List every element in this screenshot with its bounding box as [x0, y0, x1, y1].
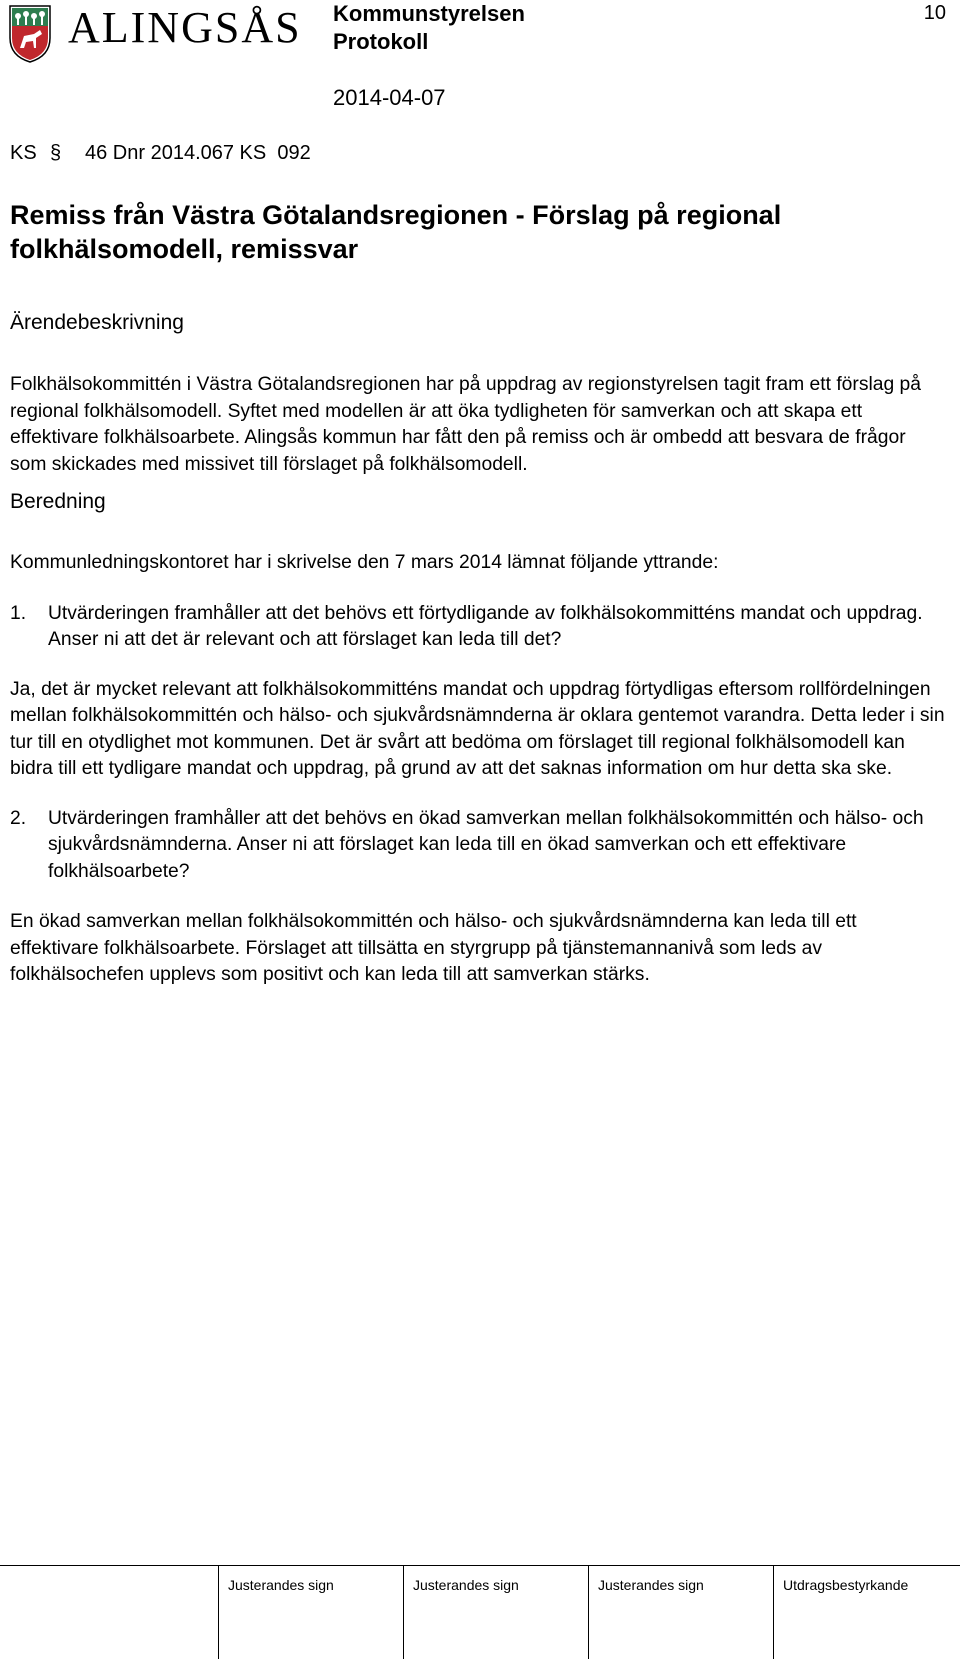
signature-label-3: Justerandes sign [598, 1577, 704, 1593]
signature-divider [0, 1565, 960, 1566]
case-number: 46 Dnr 2014.067 KS 092 [85, 142, 311, 164]
signature-box-4 [773, 1566, 774, 1659]
header-body: Kommunstyrelsen [333, 1, 525, 26]
description-text: Folkhälsokommittén i Västra Götalandsregionen har på uppdrag av regionstyrelsen tagit fram ett förslag på regional folkhälsomodell. Syftet med modellen är att öka tydligheten för samverkan och att skapa ett effektivare folkhälsoarbete. Alingsås kommun har fått den på remiss och är ombedd att besvara de frågor som skickades med missivet till förslaget på folkhälsomodell. [10, 374, 921, 475]
question-1 [10, 601, 945, 654]
header-date: 2014-04-07 [333, 85, 446, 110]
signature-box-2 [403, 1566, 404, 1659]
question-1-text: Utvärderingen framhåller att det behövs ett förtydligande av folkhälsokommitténs mandat och uppdrag. Anser ni att det är relevant och att förslaget kan leda till det? [48, 602, 923, 650]
question-1-number: 1. [10, 602, 27, 624]
org-name: ALINGSÅS [68, 3, 302, 52]
question-2 [10, 806, 945, 886]
case-reference [10, 140, 311, 166]
question-2-number: 2. [10, 807, 27, 829]
certification-label: Utdragsbestyrkande [783, 1577, 909, 1593]
case-prefix: KS [10, 142, 37, 164]
answer-2-text: En ökad samverkan mellan folkhälsokommittén och hälso- och sjukvårdsnämnderna kan leda till ett effektivare folkhälsoarbete. Förslaget att tillsätta en styrgrupp på tjänstemannanivå som leds av folkhälsochefen upplevs som positivt och kan leda till att samverkan stärks. [10, 911, 857, 985]
document-body [10, 198, 945, 989]
description-heading: Ärendebeskrivning [10, 311, 184, 334]
signature-box-1 [218, 1566, 219, 1659]
signature-label-1: Justerandes sign [228, 1577, 334, 1593]
question-2-text: Utvärderingen framhåller att det behövs en ökad samverkan mellan folkhälsokommittén och hälso- och sjukvårdsnämnderna. Anser ni att förslaget kan leda till en ökad samverkan och ett effektivare folkhälsoarbete? [48, 807, 924, 882]
signature-label-2: Justerandes sign [413, 1577, 519, 1593]
municipality-logo [8, 2, 302, 68]
page-title: Remiss från Västra Götalandsregionen - Förslag på regional folkhälsomodell, remissvar [10, 200, 782, 264]
header-document-type: Protokoll [333, 29, 429, 54]
signature-box-3 [588, 1566, 589, 1659]
page-number: 10 [923, 2, 946, 24]
answer-1-text: Ja, det är mycket relevant att folkhälsokommitténs mandat och uppdrag förtydligas eftersom rollfördelningen mellan folkhälsokommittén och hälso- och sjukvårdsnämnderna är oklara gentemot varandra. Detta leder i sin tur till en otydlighet mot kommunen. Det är svårt att bedöma om förslaget till regional folkhälsomodell kan bidra till ett tydligare mandat och uppdrag, på grund av att det saknas information om hur detta ska ske. [10, 678, 945, 779]
preparation-heading: Beredning [10, 490, 106, 513]
preparation-intro: Kommunledningskontoret har i skrivelse den 7 mars 2014 lämnat följande yttrande: [10, 552, 719, 573]
coat-of-arms-icon [8, 4, 52, 64]
section-sign: § [50, 142, 62, 164]
